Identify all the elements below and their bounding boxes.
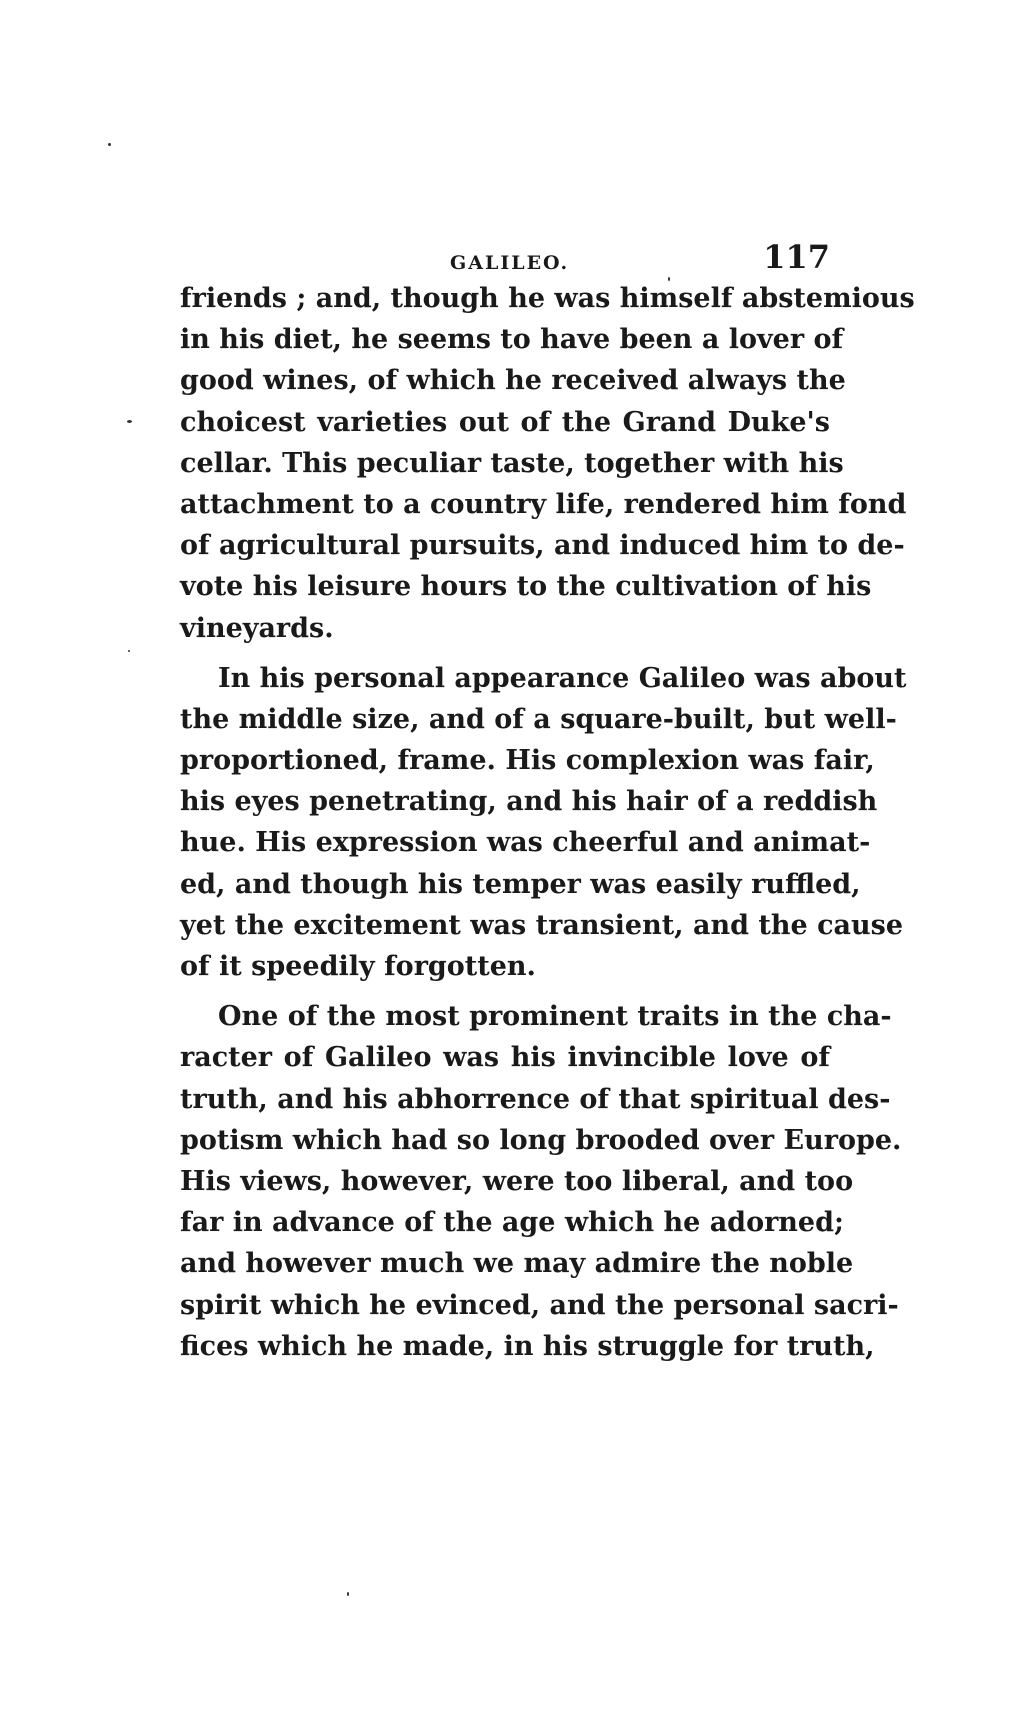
text-line: hue. His expression was cheerful and animat- [180, 827, 871, 859]
text-line: in his diet, he seems to have been a lover of [180, 324, 844, 356]
page-number: 117 [763, 238, 830, 276]
text-line: yet the excitement was transient, and the cause [180, 909, 904, 941]
text-line: the middle size, and of a square-built, but well- [180, 703, 897, 735]
paragraph [180, 996, 902, 1367]
text-line: and however much we may admire the noble [180, 1248, 854, 1280]
text-line: of it speedily forgotten. [180, 951, 536, 982]
scan-speck [128, 650, 130, 652]
text-line: cellar. This peculiar taste, together with his [180, 447, 844, 479]
text-line: fices which he made, in his struggle for truth, [180, 1330, 875, 1362]
text-line: vote his leisure hours to the cultivation of his [180, 571, 872, 603]
text-line: vineyards. [180, 612, 334, 644]
text-line: spirit which he evinced, and the personal sacri- [180, 1289, 899, 1321]
text-line: In his personal appearance Galileo was about [218, 662, 907, 694]
text-line: potism which had so long brooded over Europe. [180, 1124, 902, 1156]
text-line: racter of Galileo was his invincible love of [180, 1042, 830, 1074]
text-line: His views, however, were too liberal, and too [180, 1165, 854, 1197]
text-line: attachment to a country life, rendered him fond [180, 488, 907, 520]
running-head [180, 232, 830, 278]
text-line: ed, and though his temper was easily ruffled, [180, 868, 861, 900]
text-line: truth, and his abhorrence of that spiritual des- [180, 1083, 891, 1115]
text-line: good wines, of which he received always the [180, 365, 846, 397]
text-line: far in advance of the age which he adorned; [180, 1207, 844, 1239]
book-page [180, 232, 915, 1367]
text-line: choicest varieties out of the Grand Duke's [180, 406, 830, 438]
paragraph [180, 278, 915, 649]
text-line: One of the most prominent traits in the cha- [218, 1001, 892, 1033]
scan-speck [347, 1592, 349, 1596]
paragraph [180, 658, 907, 988]
scan-speck [127, 420, 132, 423]
text-line: his eyes penetrating, and his hair of a reddish [180, 786, 878, 818]
running-title: GALILEO. [450, 252, 570, 274]
body-text [180, 278, 915, 1367]
text-line: of agricultural pursuits, and induced him to de- [180, 530, 905, 562]
scan-speck [108, 143, 111, 146]
text-line: friends ; and, though he was himself abstemious [180, 283, 915, 314]
text-line: proportioned, frame. His complexion was fair, [180, 745, 875, 777]
